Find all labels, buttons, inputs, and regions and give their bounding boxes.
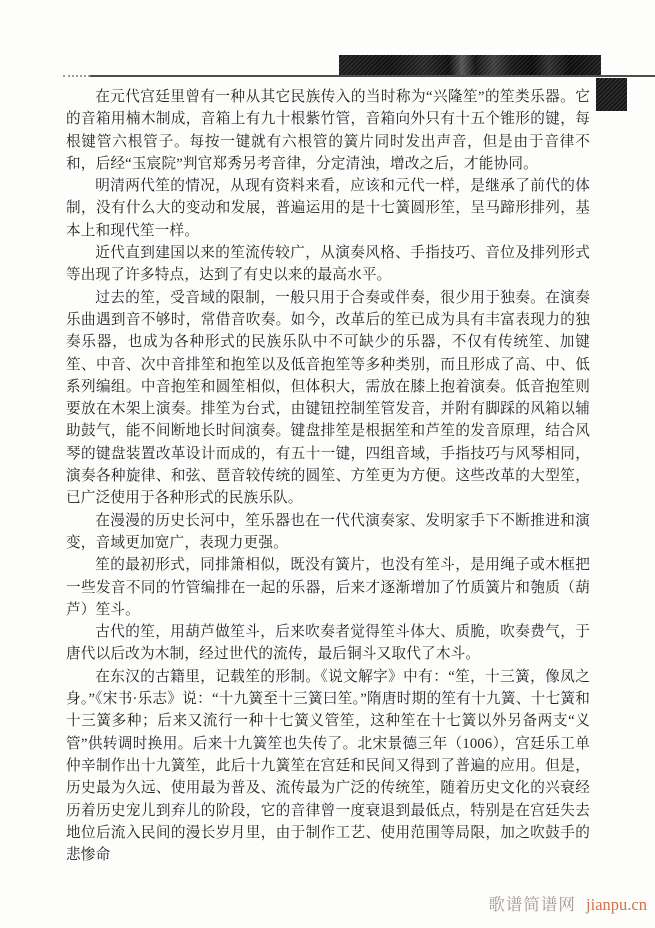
header-rule-dotted-segment [63,75,90,77]
paragraph-history-river: 在漫漫的历史长河中，笙乐器也在一代代演奏家、发明家手下不断推进和演变，音域更加宽广，表现力更强。 [66,512,590,551]
paragraph-ancient-records: 在东汉的古籍里，记载笙的形制。《说文解字》中有：“笙，十三簧，像凤之身。”《宋书·乐志》说：“十九簧至十三簧曰笙。”隋唐时期的笙有十九簧、十七簧和十三簧多种；后来又流行一种十七簧义管笙，这种笙在十七簧以外另备两支“义管”供转调时换用。后来十九簧笙也失传了。北宋景德三年（1006），宫廷乐工单仲辛制作出十九簧笙，此后十九簧笙在宫廷和民间又得到了普遍的应用。但是，历史最为久远、使用最为普及、流传最为广泛的传统笙，随着历史文化的兴衰经历着历史宠儿到弃儿的阶段，它的音律曾一度衰退到最低点，特别是在宫廷失去地位后流入民间的漫长岁月里，由于制作工艺、使用范围等局限，加之吹鼓手的悲惨命 [66,668,590,864]
watermark-site-name: 歌谱简谱网 [488,895,576,914]
header-decoration-band [339,55,601,75]
watermark [488,891,647,915]
paragraph-earliest-form: 笙的最初形式，同排箫相似，既没有簧片，也没有笙斗，是用绳子或木框把一些发音不同的竹管编排在一起的乐器，后来才逐渐增加了竹质簧片和匏质（葫芦）笙斗。 [66,557,590,618]
watermark-site-url: jianpu.cn [586,895,647,914]
paragraph-gourd-dou: 古代的笙，用葫芦做笙斗，后来吹奏者觉得笙斗体大、质脆，吹奏费气，于唐代以后改为木制，经过世代的流传，最后铜斗又取代了木斗。 [66,624,590,663]
header-rule [90,75,655,77]
paragraph-ming-qing: 明清两代笙的情况，从现有资料来看，应该和元代一样，是继承了前代的体制，没有什么大的变动和发展，普遍运用的是十七簧圆形笙，呈马蹄形排列，基本上和现代笙一样。 [66,178,590,239]
paragraph-xinglong-sheng: 在元代宫廷里曾有一种从其它民族传入的当时称为“兴隆笙”的笙类乐器。它的音箱用楠木制成，音箱上有九十根紫竹管，音箱向外只有十五个锥形的键，每根键管六根管子。每按一键就有六根管的簧片同时发出声音，但是由于音律不和，后经“玉宸院”判官郑秀另考音律，分定清浊，增改之后，才能协同。 [66,89,590,172]
body-text [66,86,590,866]
paragraph-reformed-sheng: 过去的笙，受音域的限制，一般只用于合奏或伴奏，很少用于独奏。在演奏乐曲遇到音不够时，常借音吹奏。如今，改革后的笙已成为具有丰富表现力的独奏乐器，也成为各种形式的民族乐队中不可缺少的乐器，不仅有传统笙、加键笙、中音、次中音排笙和抱笙以及低音抱笙等多种类别，而且形成了高、中、低系列编组。中音抱笙和圆笙相似，但体积大，需放在膝上抱着演奏。低音抱笙则要放在木架上演奏。排笙为台式，由键钮控制笙管发音，并附有脚踩的风箱以辅助鼓气，能不间断地长时间演奏。键盘排笙是根据笙和芦笙的发音原理，结合风琴的键盘装置改革设计而成的，有五十一键，四组音域，手指技巧与风琴相同，演奏各种旋律、和弦、琶音较传统的圆笙、方笙更为方便。这些改革的大型笙，已广泛使用于各种形式的民族乐队。 [66,289,590,507]
paragraph-modern-era: 近代直到建国以来的笙流传较广，从演奏风格、手指技巧、音位及排列形式等出现了许多特点，达到了有史以来的最高水平。 [66,245,590,284]
page-edge-tab-mark [596,78,627,111]
